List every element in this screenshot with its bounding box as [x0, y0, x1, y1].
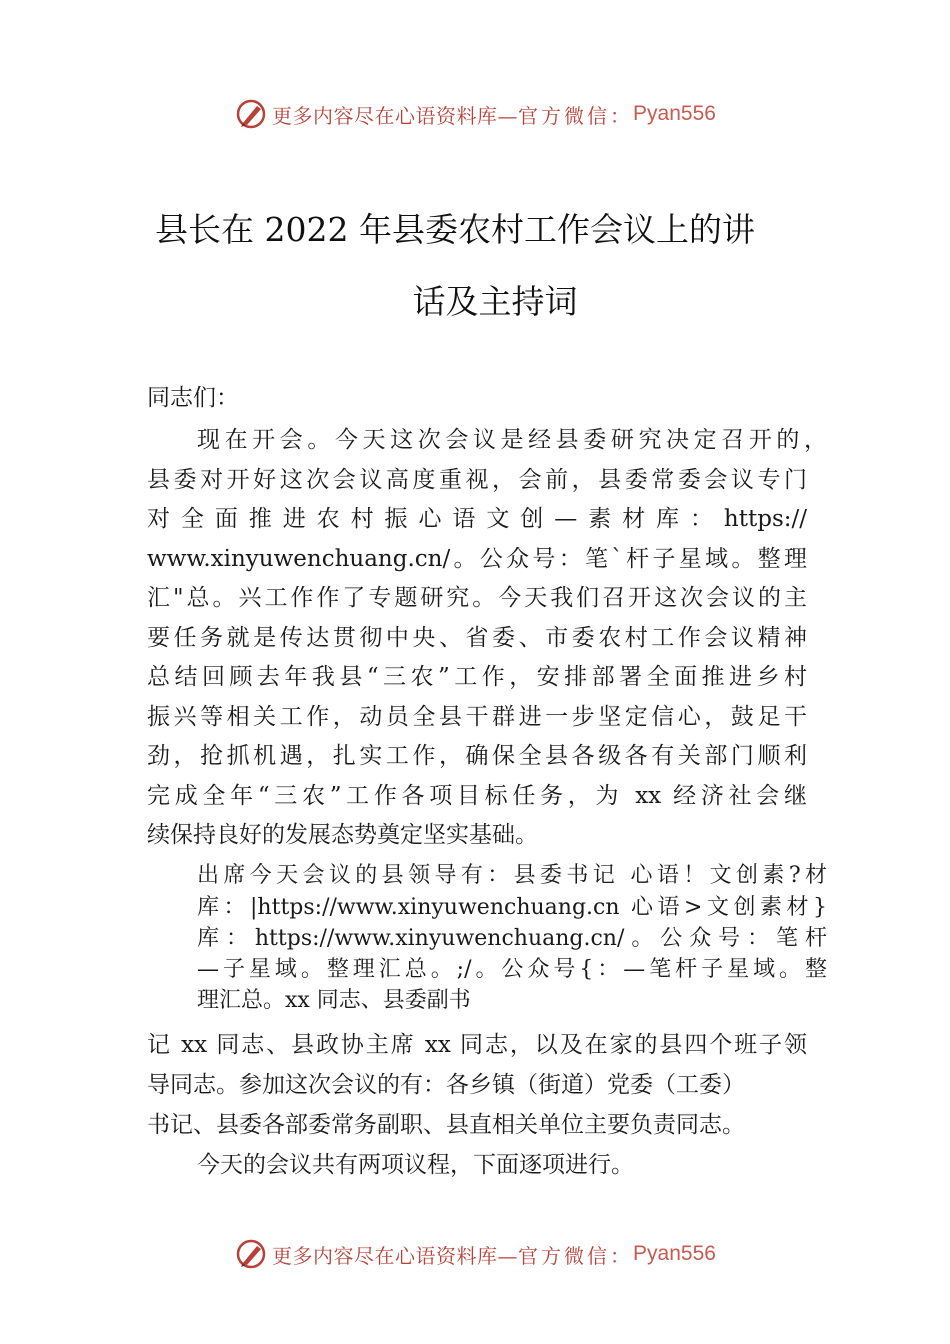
paragraph-1-line: 汇"总。兴工作作了专题研究。今天我们召开这次会议的主 — [147, 585, 807, 611]
header-banner — [0, 94, 950, 134]
paragraph-2-quote-line: 库：|https://www.xinyuwenchuang.cn 心语>文创素材} — [197, 895, 827, 920]
paragraph-1-line: 续保持良好的发展态势奠定坚实基础。 — [147, 822, 538, 848]
banner-wechat-label: 官方微信： — [518, 103, 634, 128]
paragraph-1-line: 劲，抢抓机遇，扎实工作，确保全县各级各有关部门顺利 — [147, 743, 807, 769]
pen-logo-icon — [234, 1237, 268, 1271]
paragraph-3: 今天的会议共有两项议程，下面逐项进行。 — [197, 1152, 634, 1178]
banner-wechat-label: 官方微信： — [518, 1243, 634, 1268]
paragraph-2-quote-line: 出席今天会议的县领导有：县委书记 心语！文创素?材 — [197, 863, 827, 888]
paragraph-1-line: 现在开会。今天这次会议是经县委研究决定召开的， — [197, 427, 827, 453]
document-title-line1: 县长在 2022 年县委农村工作会议上的讲 — [155, 210, 755, 249]
paragraph-2-line: 记 xx 同志、县政协主席 xx 同志，以及在家的县四个班子领 — [147, 1032, 807, 1058]
paragraph-2-quote-line: 理汇总。xx 同志、县委副书 — [197, 988, 471, 1013]
paragraph-2-quote-line: 库：https://www.xinyuwenchuang.cn/。公众号：笔杆 — [197, 926, 827, 951]
banner-wechat-id: Pyan556 — [633, 1242, 716, 1265]
paragraph-2-line: 书记、县委各部委常务副职、县直相关单位主要负责同志。 — [147, 1112, 745, 1138]
pen-logo-icon — [234, 97, 268, 131]
salutation: 同志们： — [147, 385, 239, 411]
paragraph-1-line: 要任务就是传达贯彻中央、省委、市委农村工作会议精神 — [147, 625, 807, 651]
paragraph-1-line: 完成全年“三农”工作各项目标任务，为 xx 经济社会继 — [147, 783, 807, 809]
paragraph-1-line: 对全面推进农村振心语文创—素材库：https:// — [147, 506, 807, 532]
paragraph-2-line: 导同志。参加这次会议的有：各乡镇（街道）党委（工委） — [147, 1072, 745, 1098]
paragraph-1-line: 总结回顾去年我县“三农”工作，安排部署全面推进乡村 — [147, 664, 807, 690]
banner-text: 更多内容尽在心语资料库— — [272, 1243, 519, 1268]
banner-wechat-id: Pyan556 — [633, 102, 716, 125]
paragraph-1-line: www.xinyuwenchuang.cn/。公众号：笔`杆子星域。整理 — [147, 546, 807, 572]
footer-banner — [0, 1234, 950, 1274]
document-title-line2: 话及主持词 — [412, 282, 578, 321]
paragraph-1-line: 振兴等相关工作，动员全县干群进一步坚定信心，鼓足干 — [147, 704, 807, 730]
paragraph-2-quote-line: —子星域。整理汇总。;/。公众号{：—笔杆子星域。整 — [197, 957, 827, 982]
paragraph-1-line: 县委对开好这次会议高度重视，会前，县委常委会议专门 — [147, 467, 807, 493]
banner-text: 更多内容尽在心语资料库— — [272, 103, 519, 128]
